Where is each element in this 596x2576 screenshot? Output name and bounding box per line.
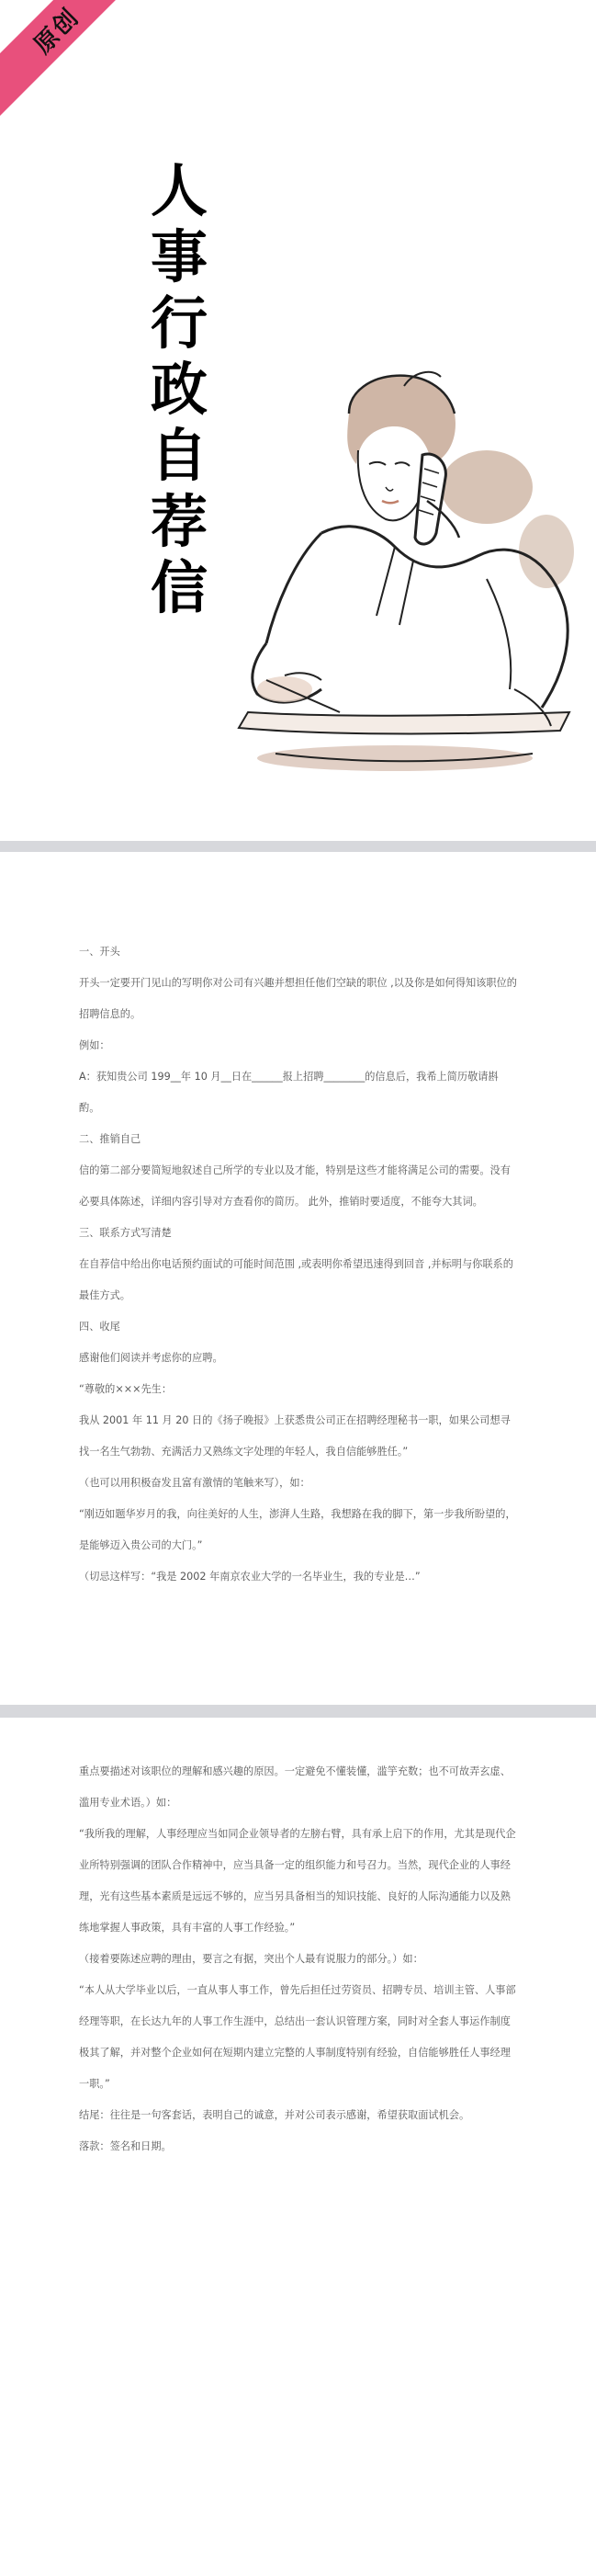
page-divider: [0, 1705, 596, 1718]
title-char: 信: [150, 554, 208, 621]
paragraph: 在自荐信中给出你电话预约面试的可能时间范围 ,或表明你希望迅速得到回音 ,并标明与你联系的最佳方式。: [79, 1258, 513, 1301]
document-page-1: [0, 852, 596, 1705]
page-1-text: [79, 936, 518, 1593]
paragraph: 例如：: [79, 1039, 110, 1051]
original-badge-label: 原创: [28, 3, 85, 60]
title-char: 政: [150, 356, 208, 423]
paragraph: “刚迈如题华岁月的我，向往美好的人生，澎湃人生路，我想路在我的脚下，第一步我所盼望的，是能够迈入贵公司的大门。”: [79, 1508, 516, 1551]
title-char: 自: [150, 422, 208, 489]
paragraph: A：获知贵公司 199__年 10 月__日在______报上招聘________的信息后，我希上简历敬请斟酌。: [79, 1071, 499, 1114]
heading-opening: 一、开头: [79, 946, 120, 958]
title-char: 人: [150, 157, 208, 224]
vertical-title: [142, 158, 216, 621]
heading-contact: 三、联系方式写清楚: [79, 1227, 172, 1239]
paragraph: （也可以用积极奋发且富有激情的笔触来写），如：: [79, 1477, 310, 1489]
paragraph: 信的第二部分要简短地叙述自己所学的专业以及才能，特别是这些才能将满足公司的需要。没有必要具体陈述，详细内容引导对方查看你的简历。 此外，推销时要适度，不能夸大其词。: [79, 1164, 511, 1208]
paragraph: “尊敬的×××先生：: [79, 1383, 173, 1395]
paragraph: （切忌这样写：“我是 2002 年南京农业大学的一名毕业生，我的专业是…”: [79, 1571, 421, 1583]
title-char: 荐: [150, 488, 208, 555]
cover-page: [0, 0, 596, 841]
title-char: 事: [150, 223, 208, 290]
document-page-2: [0, 1718, 596, 2576]
paragraph: 我从 2001 年 11 月 20 日的《扬子晚报》上获悉贵公司正在招聘经理秘书一职，如果公司想寻找一名生气勃勃、充满活力又熟练文字处理的年轻人，我自信能够胜任。”: [79, 1414, 511, 1458]
heading-self-promotion: 二、推销自己: [79, 1133, 141, 1145]
heading-closing: 四、收尾: [79, 1321, 120, 1333]
paragraph: “我所我的理解，人事经理应当如同企业领导者的左膀右臂，具有承上启下的作用，尤其是现代企业所特别强调的团队合作精神中，应当具备一定的组织能力和号召力。当然，现代企业的人事经理，光有这些基本素质是远远不够的，应当另具备相当的知识技能、良好的人际沟通能力以及熟练地掌握人事政策，具有丰富的人事工作经验。”: [79, 1828, 516, 1934]
paragraph: 感谢他们阅读并考虑你的应聘。: [79, 1352, 223, 1364]
paragraph: 落款：签名和日期。: [79, 2140, 172, 2152]
title-char: 行: [150, 289, 208, 357]
secretary-illustration: [211, 349, 583, 781]
paragraph: “本人从大学毕业以后，一直从事人事工作，曾先后担任过劳资员、招聘专员、培训主管、人事部经理等职，在长达九年的人事工作生涯中，总结出一套认识管理方案，同时对全套人事运作制度极其了解，并对整个企业如何在短期内建立完整的人事制度特别有经验，自信能够胜任人事经理一职。”: [79, 1984, 516, 2090]
original-badge: [0, 0, 155, 130]
page-2-text: [79, 1756, 518, 2162]
page-divider: [0, 841, 596, 852]
paragraph: （接着要陈述应聘的理由，要言之有据，突出个人最有说服力的部分。）如：: [79, 1953, 423, 1965]
paragraph: 结尾：往往是一句客套话，表明自己的诚意，并对公司表示感谢，希望获取面试机会。: [79, 2109, 470, 2121]
paragraph: 重点要描述对该职位的理解和感兴趣的原因。一定避免不懂装懂，滥竽充数；也不可故弄玄虚、滥用专业术语。）如：: [79, 1765, 511, 1809]
paragraph: 开头一定要开门见山的写明你对公司有兴趣并想担任他们空缺的职位 ,以及你是如何得知该职位的招聘信息的。: [79, 977, 517, 1020]
